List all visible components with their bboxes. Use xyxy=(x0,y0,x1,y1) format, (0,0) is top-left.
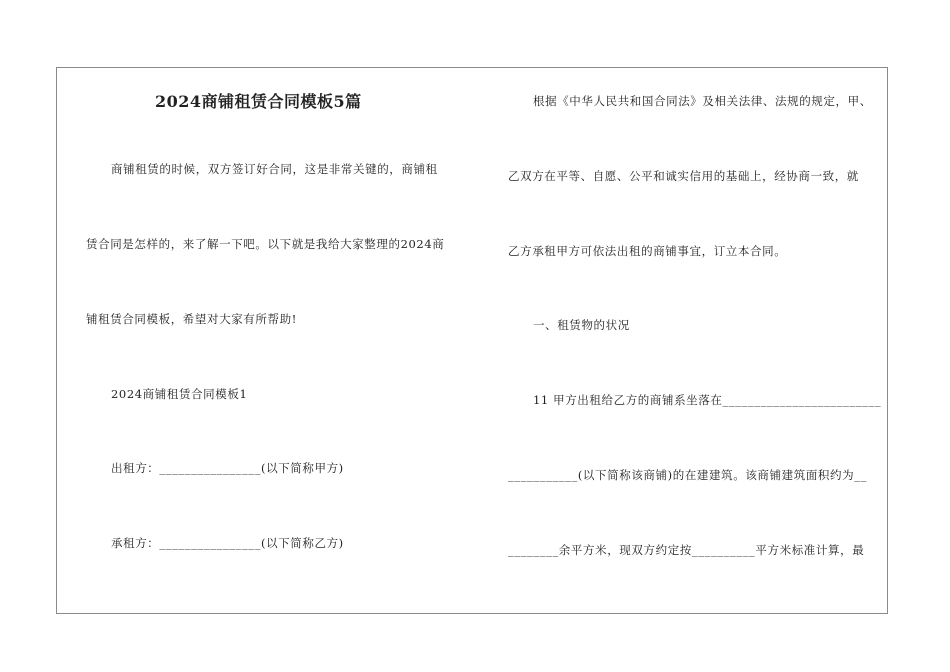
clause-line-1: 11 甲方出租给乙方的商铺系坐落在_________________________ xyxy=(533,393,882,407)
clause-line-3: ________余平方米，现双方约定按__________平方米标准计算，最 xyxy=(508,543,865,557)
right-paragraph-line-3: 乙方承租甲方可依法出租的商铺事宜，订立本合同。 xyxy=(508,244,787,258)
left-paragraph-line-2: 赁合同是怎样的，来了解一下吧。以下就是我给大家整理的2024商 xyxy=(86,237,445,251)
lessor-field: 出租方：________________(以下简称甲方) xyxy=(111,461,344,475)
left-paragraph-line-1: 商铺租赁的时候，双方签订好合同，这是非常关键的，商铺租 xyxy=(111,162,438,176)
page-frame xyxy=(56,67,888,614)
right-paragraph-line-2: 乙双方在平等、自愿、公平和诚实信用的基础上，经协商一致，就 xyxy=(508,169,859,183)
lessee-field: 承租方：________________(以下简称乙方) xyxy=(111,536,344,550)
document-title: 2024商铺租赁合同模板5篇 xyxy=(155,92,362,111)
section-heading-template-1: 2024商铺租赁合同模板1 xyxy=(111,387,248,401)
clause-line-2: ___________(以下简称该商铺)的在建建筑。该商铺建筑面积约为__ xyxy=(508,468,867,482)
clause-heading-lease-object: 一、租赁物的状况 xyxy=(533,318,630,332)
right-paragraph-line-1: 根据《中华人民共和国合同法》及相关法律、法规的规定，甲、 xyxy=(533,94,872,108)
left-paragraph-line-3: 铺租赁合同模板，希望对大家有所帮助! xyxy=(86,312,297,326)
